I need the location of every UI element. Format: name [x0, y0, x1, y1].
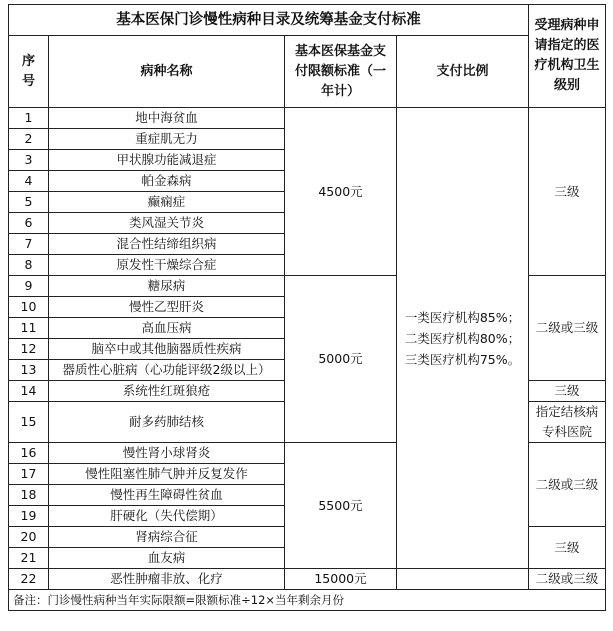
- disease-name: 慢性乙型肝炎: [49, 297, 285, 318]
- row-number: 6: [9, 213, 49, 234]
- row-number: 1: [9, 108, 49, 129]
- row-number: 20: [9, 527, 49, 548]
- disease-name: 帕金森病: [49, 171, 285, 192]
- disease-payment-table: [8, 4, 606, 611]
- row-number: 21: [9, 548, 49, 569]
- row-number: 11: [9, 318, 49, 339]
- row-number: 5: [9, 192, 49, 213]
- table-row: [9, 108, 606, 129]
- level-cell: 二级或三级: [529, 569, 606, 590]
- row-number: 2: [9, 129, 49, 150]
- row-number: 14: [9, 381, 49, 402]
- header-accept-level: 受理病种申请指定的医疗机构卫生级别: [529, 5, 606, 108]
- disease-name: 地中海贫血: [49, 108, 285, 129]
- level-cell: 指定结核病专科医院: [529, 402, 606, 443]
- disease-name: 癫痫症: [49, 192, 285, 213]
- row-number: 9: [9, 276, 49, 297]
- header-ratio: 支付比例: [397, 36, 529, 108]
- table-title: 基本医保门诊慢性病种目录及统筹基金支付标准: [9, 5, 529, 36]
- row-number: 15: [9, 402, 49, 443]
- disease-name: 肾病综合征: [49, 527, 285, 548]
- row-number: 13: [9, 360, 49, 381]
- table-row: [9, 569, 606, 590]
- disease-name: 甲状腺功能减退症: [49, 150, 285, 171]
- note-row: [9, 590, 606, 611]
- level-cell: 三级: [529, 381, 606, 402]
- row-number: 8: [9, 255, 49, 276]
- limit-cell: 4500元: [285, 108, 397, 276]
- disease-name: 慢性阻塞性肺气肿并反复发作: [49, 464, 285, 485]
- ratio-line: 一类医疗机构85%；: [404, 309, 521, 325]
- disease-name: 混合性结缔组织病: [49, 234, 285, 255]
- row-number: 16: [9, 443, 49, 464]
- disease-name: 血友病: [49, 548, 285, 569]
- level-cell: 三级: [529, 108, 606, 276]
- row-number: 10: [9, 297, 49, 318]
- header-seq: 序号: [9, 36, 49, 108]
- disease-name: 高血压病: [49, 318, 285, 339]
- disease-name: 慢性再生障碍性贫血: [49, 485, 285, 506]
- disease-name: 脑卒中或其他脑器质性疾病: [49, 339, 285, 360]
- row-number: 12: [9, 339, 49, 360]
- disease-name: 类风湿关节炎: [49, 213, 285, 234]
- table-note: 备注：门诊慢性病种当年实际限额=限额标准÷12×当年剩余月份: [9, 590, 606, 611]
- header-disease: 病种名称: [49, 36, 285, 108]
- level-cell: 二级或三级: [529, 276, 606, 381]
- limit-cell: 15000元: [285, 569, 397, 590]
- disease-name: 系统性红斑狼疮: [49, 381, 285, 402]
- ratio-cell: [397, 108, 529, 569]
- ratio-cell-empty: [397, 569, 529, 590]
- disease-name: 恶性肿瘤非放、化疗: [49, 569, 285, 590]
- row-number: 3: [9, 150, 49, 171]
- title-row: [9, 5, 606, 36]
- disease-name: 耐多药肺结核: [49, 402, 285, 443]
- disease-name: 慢性肾小球肾炎: [49, 443, 285, 464]
- disease-name: 原发性干燥综合症: [49, 255, 285, 276]
- disease-name: 糖尿病: [49, 276, 285, 297]
- limit-cell: 5500元: [285, 443, 397, 569]
- row-number: 7: [9, 234, 49, 255]
- limit-cell: 5000元: [285, 276, 397, 443]
- header-limit: 基本医保基金支付限额标准（一年计）: [285, 36, 397, 108]
- row-number: 4: [9, 171, 49, 192]
- disease-name: 重症肌无力: [49, 129, 285, 150]
- level-cell: 三级: [529, 527, 606, 569]
- ratio-line: 三类医疗机构75%。: [404, 351, 521, 367]
- disease-name: 器质性心脏病（心功能评级2级以上）: [49, 360, 285, 381]
- row-number: 19: [9, 506, 49, 527]
- header-row: [9, 36, 606, 108]
- disease-name: 肝硬化（失代偿期）: [49, 506, 285, 527]
- ratio-line: 二类医疗机构80%；: [404, 330, 521, 346]
- level-cell: 二级或三级: [529, 443, 606, 527]
- row-number: 17: [9, 464, 49, 485]
- row-number: 22: [9, 569, 49, 590]
- row-number: 18: [9, 485, 49, 506]
